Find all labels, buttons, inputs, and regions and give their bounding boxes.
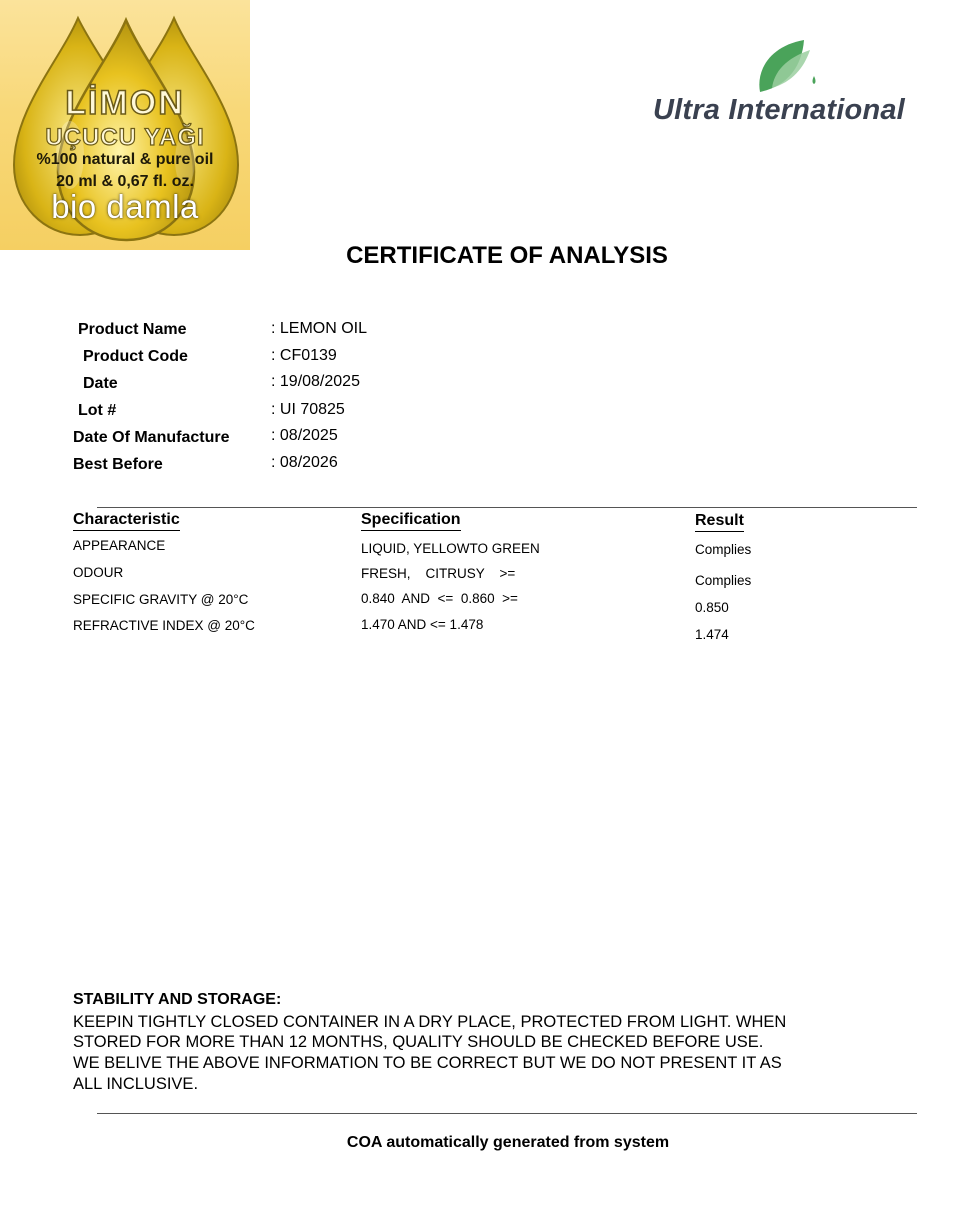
column-header-characteristic [73, 511, 180, 531]
info-label-lot: Lot # [78, 402, 117, 419]
table-cell-characteristic: APPEARANCE [73, 538, 166, 553]
badge-volume-text: 20 ml & 0,67 fl. oz. [56, 173, 194, 190]
table-cell-specification: LIQUID, YELLOWTO GREEN [361, 541, 540, 556]
column-header-characteristic-label: Characteristic [73, 511, 180, 531]
leaf-icon [752, 36, 822, 96]
badge-brand: bio damla [51, 188, 199, 225]
table-cell-result: Complies [695, 542, 752, 557]
table-top-divider [97, 507, 917, 508]
table-cell-characteristic: SPECIFIC GRAVITY @ 20°C [73, 592, 249, 607]
info-label-date: Date [83, 375, 118, 392]
table-cell-specification: FRESH, CITRUSY >= [361, 566, 516, 581]
storage-text-line: WE BELIVE THE ABOVE INFORMATION TO BE CORRECT BUT WE DO NOT PRESENT IT AS [73, 1054, 782, 1072]
info-label-product-name: Product Name [78, 321, 187, 338]
info-label-best-before: Best Before [73, 456, 163, 473]
badge-subtitle: UÇUCU YAĞI [45, 124, 205, 151]
badge-natural-text: %100 natural & pure oil [36, 151, 214, 168]
storage-text-line: KEEPIN TIGHTLY CLOSED CONTAINER IN A DRY PLACE, PROTECTED FROM LIGHT. WHEN [73, 1013, 787, 1031]
footer-divider [97, 1113, 917, 1114]
info-label-product-code: Product Code [83, 348, 188, 365]
info-value-date: : 19/08/2025 [271, 373, 360, 390]
company-logo-text: Ultra International [653, 94, 905, 126]
column-header-result-label: Result [695, 512, 744, 532]
table-cell-characteristic: ODOUR [73, 565, 124, 580]
table-cell-result: Complies [695, 573, 752, 588]
table-cell-specification: 1.470 AND <= 1.478 [361, 617, 484, 632]
table-cell-result: 1.474 [695, 627, 729, 642]
column-header-result [695, 512, 744, 532]
storage-heading: STABILITY AND STORAGE: [73, 991, 282, 1008]
info-value-product-code: : CF0139 [271, 347, 337, 364]
document-title: CERTIFICATE OF ANALYSIS [346, 242, 668, 269]
info-label-date-of-manufacture: Date Of Manufacture [73, 429, 230, 446]
table-cell-characteristic: REFRACTIVE INDEX @ 20°C [73, 618, 255, 633]
column-header-specification-label: Specification [361, 511, 461, 531]
info-value-best-before: : 08/2026 [271, 454, 338, 471]
info-value-date-of-manufacture: : 08/2025 [271, 427, 338, 444]
product-badge-image [0, 0, 250, 250]
info-value-lot: : UI 70825 [271, 401, 345, 418]
table-cell-result: 0.850 [695, 600, 729, 615]
footer-note: COA automatically generated from system [346, 1134, 670, 1151]
badge-title: LİMON [65, 84, 185, 122]
column-header-specification [361, 511, 461, 531]
storage-text-line: STORED FOR MORE THAN 12 MONTHS, QUALITY SHOULD BE CHECKED BEFORE USE. [73, 1033, 764, 1051]
table-cell-specification: 0.840 AND <= 0.860 >= [361, 591, 518, 606]
info-value-product-name: : LEMON OIL [271, 320, 368, 337]
storage-text-line: ALL INCLUSIVE. [73, 1075, 199, 1093]
